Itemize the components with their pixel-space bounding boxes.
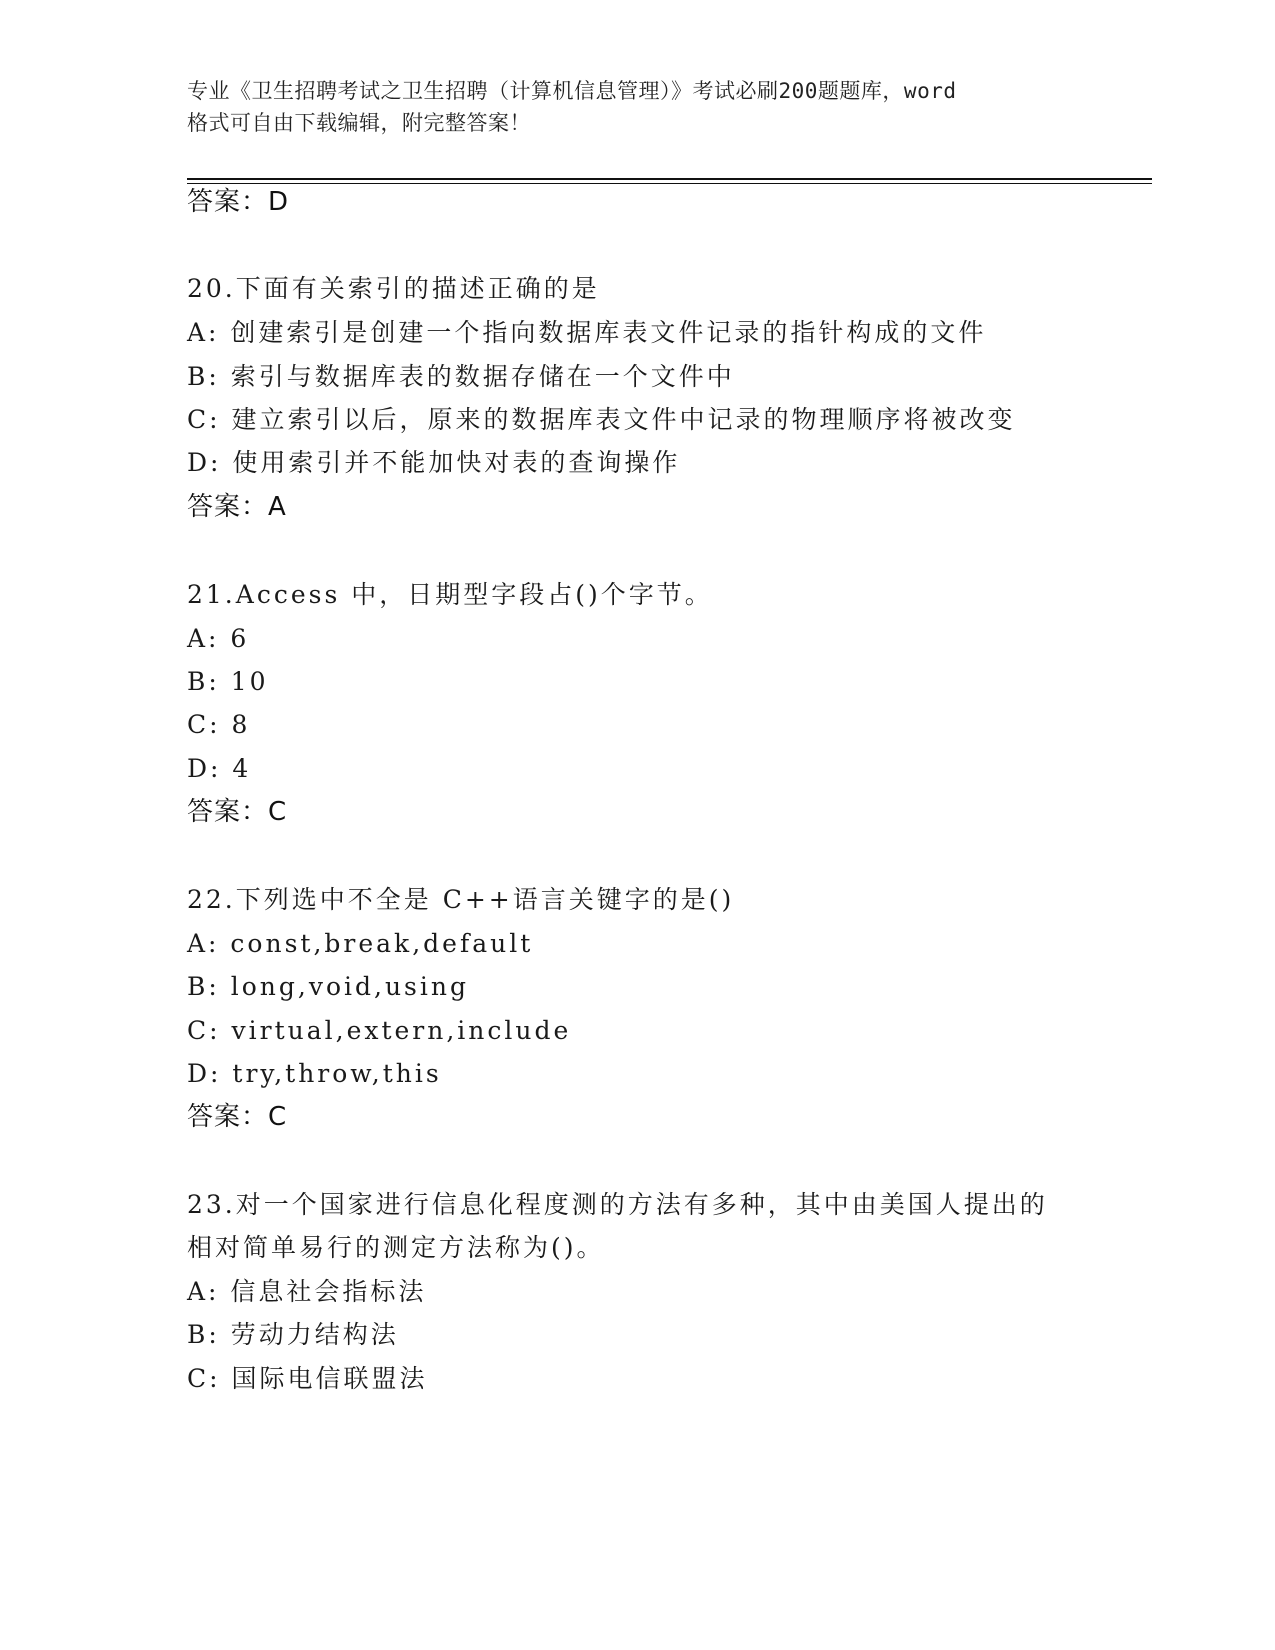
header-line-1: 专业《卫生招聘考试之卫生招聘（计算机信息管理）》考试必刷200题题库，word bbox=[187, 79, 957, 103]
question-22-option-b: B: long,void,using bbox=[187, 972, 469, 1001]
question-21-option-a: A: 6 bbox=[187, 624, 250, 653]
question-21-stem: 21.Access 中，日期型字段占()个字节。 bbox=[187, 580, 713, 609]
question-21-option-b: B: 10 bbox=[187, 667, 269, 696]
header-divider-thick bbox=[187, 178, 1152, 180]
question-20-answer: 答案：A bbox=[187, 492, 287, 522]
question-21-answer: 答案：C bbox=[187, 797, 288, 827]
question-20-option-a: A: 创建索引是创建一个指向数据库表文件记录的指针构成的文件 bbox=[187, 318, 987, 347]
question-22-option-c: C: virtual,extern,include bbox=[187, 1016, 572, 1045]
document-header bbox=[187, 75, 1087, 139]
question-20-option-c: C: 建立索引以后，原来的数据库表文件中记录的物理顺序将被改变 bbox=[187, 405, 1016, 434]
question-22-answer: 答案：C bbox=[187, 1102, 288, 1132]
question-22-option-a: A: const,break,default bbox=[187, 929, 534, 958]
header-divider-thin bbox=[187, 183, 1152, 184]
question-20-stem: 20.下面有关索引的描述正确的是 bbox=[187, 274, 600, 303]
question-23-option-a: A: 信息社会指标法 bbox=[187, 1277, 427, 1306]
answer-prev: 答案：D bbox=[187, 187, 290, 217]
question-23-option-b: B: 劳动力结构法 bbox=[187, 1320, 399, 1349]
question-23-stem-line-1: 23.对一个国家进行信息化程度测的方法有多种，其中由美国人提出的 bbox=[187, 1190, 1048, 1219]
question-20-option-d: D: 使用索引并不能加快对表的查询操作 bbox=[187, 448, 681, 477]
question-21-option-c: C: 8 bbox=[187, 710, 251, 739]
question-22-option-d: D: try,throw,this bbox=[187, 1059, 442, 1088]
question-23-option-c: C: 国际电信联盟法 bbox=[187, 1364, 428, 1393]
question-23-stem-line-2: 相对简单易行的测定方法称为()。 bbox=[187, 1233, 605, 1262]
question-22-stem: 22.下列选中不全是 C++语言关键字的是() bbox=[187, 885, 735, 914]
question-21-option-d: D: 4 bbox=[187, 754, 252, 783]
header-line-2: 格式可自由下载编辑，附完整答案！ bbox=[187, 111, 531, 135]
question-20-option-b: B: 索引与数据库表的数据存储在一个文件中 bbox=[187, 362, 735, 391]
